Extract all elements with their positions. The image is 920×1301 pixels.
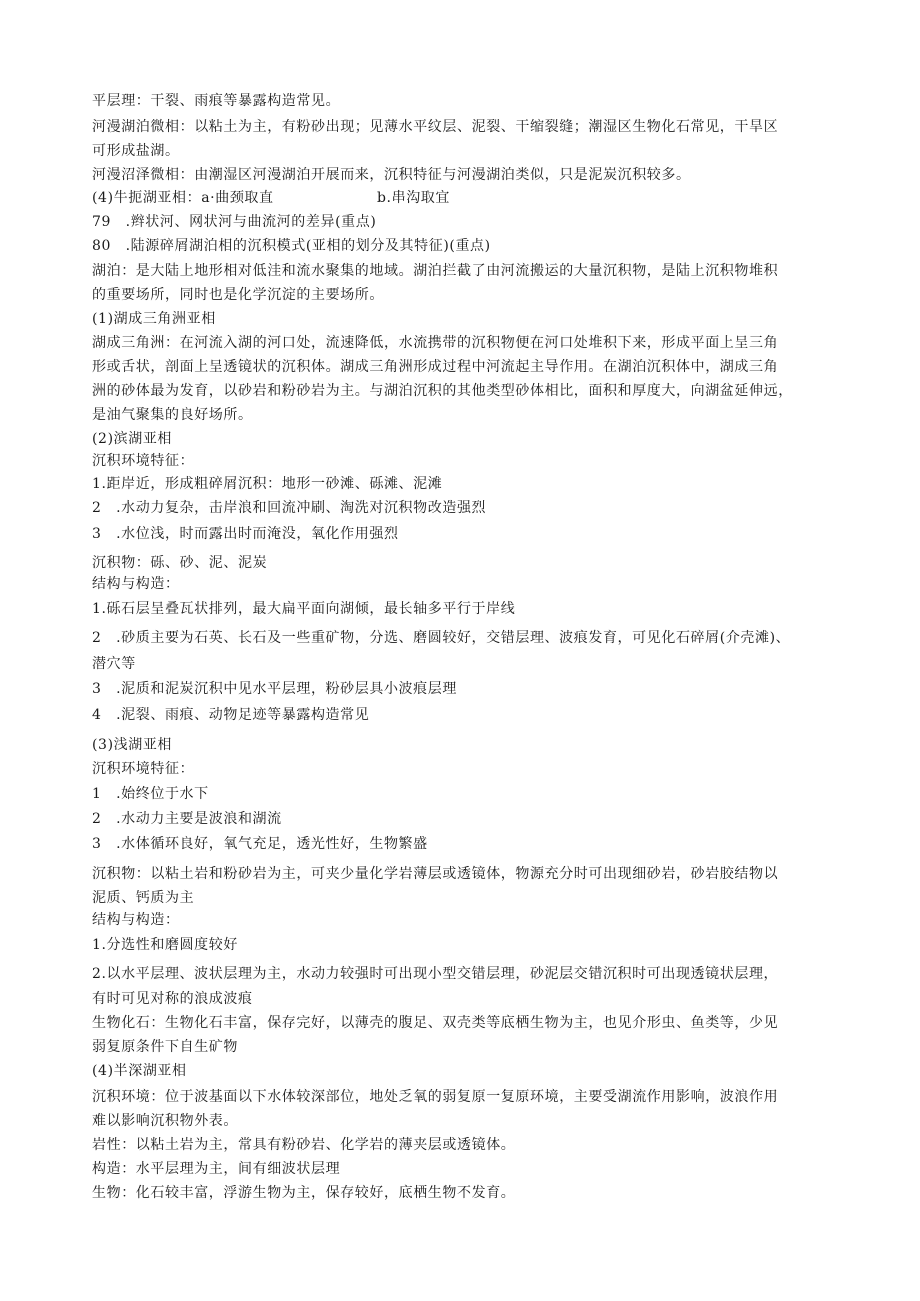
text-line: 形或舌状，剖面上呈透镜状的沉积体。湖成三角洲形成过程中河流起主导作用。在湖泊沉积体中，湖成三角 <box>92 359 779 375</box>
text-line: 结构与构造： <box>92 912 180 928</box>
text-line: 的重要场所，同时也是化学沉淀的主要场所。 <box>92 287 384 303</box>
text-line: b.串沟取宜 <box>377 190 451 206</box>
text-line: 难以影响沉积物外表。 <box>92 1113 238 1129</box>
section-heading: (4)半深湖亚相 <box>92 1063 187 1079</box>
text-line: 河漫沼泽微相：由潮湿区河漫湖泊开展而来，沉积特征与河漫湖泊类似，只是泥炭沉积较多。 <box>92 167 691 183</box>
section-heading: (2)滨湖亚相 <box>92 431 173 447</box>
text-line: 生物化石：生物化石丰富，保存完好，以薄壳的腹足、双壳类等底栖生物为主，也见介形虫、鱼类等，少见 <box>92 1015 779 1031</box>
list-item: 1 .始终位于水下 <box>92 786 209 802</box>
list-item: 1.砾石层呈叠瓦状排列，最大扁平面向湖倾，最长轴多平行于岸线 <box>92 601 516 617</box>
text-line: 岩性：以粘土岩为主，常具有粉砂岩、化学岩的薄夹层或透镜体。 <box>92 1137 516 1153</box>
text-line: 有时可见对称的浪成波痕 <box>92 991 253 1007</box>
list-item: 3 .泥质和泥炭沉积中见水平层理，粉砂层具小波痕层理 <box>92 681 457 697</box>
text-line: 沉积物：砾、砂、泥、泥炭 <box>92 555 268 571</box>
text-line: 构造：水平层理为主，间有细波状层理 <box>92 1161 341 1177</box>
list-item: 3 .水位浅，时而露出时而淹没，氧化作用强烈 <box>92 526 399 542</box>
text-line: 河漫湖泊微相：以粘土为主，有粉砂出现；见薄水平纹层、泥裂、干缩裂缝；潮湿区生物化石常见，干旱区 <box>92 119 779 135</box>
text-line: 沉积环境特征： <box>92 453 195 469</box>
list-item: 4 .泥裂、雨痕、动物足迹等暴露构造常见 <box>92 707 370 723</box>
list-item: 1.距岸近，形成粗碎屑沉积：地形一砂滩、砾滩、泥滩 <box>92 476 443 492</box>
text-line: (4)牛扼湖亚相：a·曲颈取直 <box>92 190 274 206</box>
text-line: 潜穴等 <box>92 656 136 672</box>
list-item: 1.分选性和磨圆度较好 <box>92 937 238 953</box>
text-line: 洲的砂体最为发育，以砂岩和粉砂岩为主。与湖泊沉积的其他类型砂体相比，面积和厚度大，向湖盆延伸远， <box>92 383 793 399</box>
list-item: 3 .水体循环良好，氧气充足，透光性好，生物繁盛 <box>92 836 428 852</box>
text-line: 结构与构造： <box>92 576 180 592</box>
list-item: 2 .水动力主要是波浪和湖流 <box>92 811 282 827</box>
text-line: 是油气聚集的良好场所。 <box>92 407 253 423</box>
text-line: 平层理：干裂、雨痕等暴露构造常见。 <box>92 93 341 109</box>
text-line: 弱复原条件下自生矿物 <box>92 1039 238 1055</box>
text-line: 泥质、钙质为主 <box>92 890 195 906</box>
list-item: 2.以水平层理、波状层理为主，水动力较强时可出现小型交错层理，砂泥层交错沉积时可出现透镜状层理， <box>92 966 779 982</box>
heading-79: 79 .辫状河、网状河与曲流河的差异(重点) <box>92 214 377 230</box>
text-line: 可形成盐湖。 <box>92 143 180 159</box>
text-line: 生物：化石较丰富，浮游生物为主，保存较好，底栖生物不发育。 <box>92 1185 516 1201</box>
section-heading: (1)湖成三角洲亚相 <box>92 311 216 327</box>
list-item: 2 .砂质主要为石英、长石及一些重矿物，分选、磨圆较好，交错层理、波痕发育，可见化石碎屑(介壳滩)、 <box>92 630 791 646</box>
text-line: 湖成三角洲：在河流入湖的河口处，流速降低，水流携带的沉积物便在河口处堆积下来，形成平面上呈三角 <box>92 335 779 351</box>
section-heading: (3)浅湖亚相 <box>92 737 173 753</box>
heading-80: 80 .陆源碎屑湖泊相的沉积模式(亚相的划分及其特征)(重点) <box>92 238 491 254</box>
text-line: 沉积环境特征： <box>92 761 195 777</box>
text-line: 沉积物：以粘土岩和粉砂岩为主，可夹少量化学岩薄层或透镜体，物源充分时可出现细砂岩，砂岩胶结物以 <box>92 866 779 882</box>
text-line: 沉积环境：位于波基面以下水体较深部位，地处乏氧的弱复原一复原环境，主要受湖流作用影响，波浪作用 <box>92 1089 779 1105</box>
list-item: 2 .水动力复杂，击岸浪和回流冲刷、淘洗对沉积物改造强烈 <box>92 500 487 516</box>
text-line: 湖泊：是大陆上地形相对低洼和流水聚集的地域。湖泊拦截了由河流搬运的大量沉积物，是陆上沉积物堆积 <box>92 263 779 279</box>
